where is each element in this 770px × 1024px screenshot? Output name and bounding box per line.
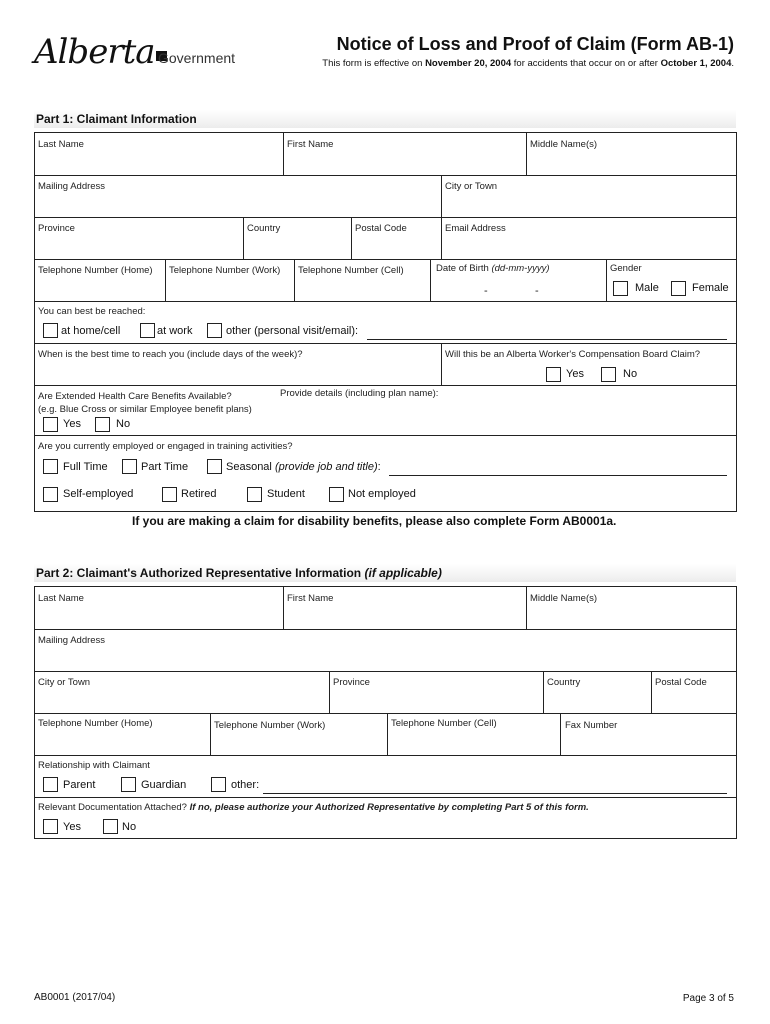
p1-postal-label: Postal Code <box>355 223 407 234</box>
not-employed-label: Not employed <box>348 488 416 500</box>
parent-label: Parent <box>63 779 96 791</box>
p1-email-label: Email Address <box>445 223 506 234</box>
other-contact-label: other (personal visit/email): <box>226 325 359 337</box>
part1-title: Part 1: Claimant Information <box>36 112 197 126</box>
at-home-cell-label: at home/cell <box>61 325 121 337</box>
p2-mailing-address-label: Mailing Address <box>38 635 106 646</box>
disability-note: If you are making a claim for disability benefits, please also complete Form AB0001a. <box>132 514 617 528</box>
self-employed-checkbox[interactable] <box>43 487 58 502</box>
p1-province-label: Province <box>38 223 75 234</box>
p2-tel-cell-label: Telephone Number (Cell) <box>391 718 497 729</box>
female-checkbox[interactable] <box>671 281 686 296</box>
ehcb-label: Are Extended Health Care Benefits Available? <box>38 391 232 402</box>
page-number: Page 3 of 5 <box>682 993 734 1004</box>
best-time-label: When is the best time to reach you (include days of the week)? <box>38 349 303 360</box>
wcb-no-checkbox[interactable] <box>601 367 616 382</box>
p1-dob-label: Date of Birth (dd-mm-yyyy) <box>436 263 550 274</box>
p2-tel-home-label: Telephone Number (Home) <box>38 718 153 729</box>
p1-tel-home-label: Telephone Number (Home) <box>38 265 153 276</box>
not-employed-checkbox[interactable] <box>329 487 344 502</box>
part-time-label: Part Time <box>141 461 189 473</box>
seasonal-checkbox[interactable] <box>207 459 222 474</box>
government-label: Government <box>158 50 236 66</box>
dob-separator: - <box>484 285 488 297</box>
other-relationship-checkbox[interactable] <box>211 777 226 792</box>
part2-title: Part 2: Claimant's Authorized Representative Information (if applicable) <box>36 566 442 580</box>
form-code: AB0001 (2017/04) <box>34 992 116 1003</box>
full-time-checkbox[interactable] <box>43 459 58 474</box>
wcb-claim-label: Will this be an Alberta Worker's Compensation Board Claim? <box>445 349 701 360</box>
ehcb-yes-label: Yes <box>63 418 81 430</box>
ehcb-no-checkbox[interactable] <box>95 417 110 432</box>
seasonal-label: Seasonal (provide job and title): <box>226 461 381 473</box>
provide-details-label: Provide details (including plan name): <box>280 388 439 399</box>
male-checkbox[interactable] <box>613 281 628 296</box>
p1-mailing-address-label: Mailing Address <box>38 181 106 192</box>
docs-yes-checkbox[interactable] <box>43 819 58 834</box>
other-relationship-label: other: <box>231 779 260 791</box>
p2-postal-label: Postal Code <box>655 677 707 688</box>
self-employed-label: Self-employed <box>63 488 134 500</box>
p2-first-name-label: First Name <box>287 593 334 604</box>
ehcb-yes-checkbox[interactable] <box>43 417 58 432</box>
p1-middle-names-label: Middle Name(s) <box>530 139 598 150</box>
p2-last-name-label: Last Name <box>38 593 84 604</box>
p1-tel-cell-label: Telephone Number (Cell) <box>298 265 404 276</box>
docs-no-label: No <box>122 821 137 833</box>
seasonal-job-field[interactable] <box>389 475 727 476</box>
docs-question: Relevant Documentation Attached? If no, please authorize your Authorized Representative by completing Part 5 of this form. <box>38 802 589 813</box>
p2-tel-work-label: Telephone Number (Work) <box>214 720 326 731</box>
docs-no-checkbox[interactable] <box>103 819 118 834</box>
student-label: Student <box>267 488 305 500</box>
retired-checkbox[interactable] <box>162 487 177 502</box>
p2-country-label: Country <box>547 677 581 688</box>
p1-last-name-label: Last Name <box>38 139 84 150</box>
part-time-checkbox[interactable] <box>122 459 137 474</box>
female-label: Female <box>692 282 729 294</box>
wcb-no-label: No <box>623 368 638 380</box>
parent-checkbox[interactable] <box>43 777 58 792</box>
form-title: Notice of Loss and Proof of Claim (Form AB-1) <box>336 34 734 54</box>
wcb-yes-checkbox[interactable] <box>546 367 561 382</box>
full-time-label: Full Time <box>63 461 108 473</box>
part2-form <box>34 586 737 839</box>
best-reached-label: You can best be reached: <box>38 306 146 317</box>
at-work-checkbox[interactable] <box>140 323 155 338</box>
p1-gender-label: Gender <box>610 263 642 274</box>
p2-city-label: City or Town <box>38 677 91 688</box>
retired-label: Retired <box>181 488 217 500</box>
alberta-logo: Alberta <box>34 32 167 72</box>
part1-form <box>34 132 737 512</box>
ehcb-example: (e.g. Blue Cross or similar Employee benefit plans) <box>38 404 252 415</box>
ehcb-no-label: No <box>116 418 131 430</box>
guardian-checkbox[interactable] <box>121 777 136 792</box>
at-home-cell-checkbox[interactable] <box>43 323 58 338</box>
other-relationship-field[interactable] <box>263 793 727 794</box>
other-contact-field[interactable] <box>367 339 727 340</box>
guardian-label: Guardian <box>141 779 187 791</box>
p2-fax-label: Fax Number <box>565 720 618 731</box>
employed-question: Are you currently employed or engaged in training activities? <box>38 441 293 452</box>
at-work-label: at work <box>157 325 193 337</box>
p1-city-label: City or Town <box>445 181 498 192</box>
student-checkbox[interactable] <box>247 487 262 502</box>
relationship-label: Relationship with Claimant <box>38 760 150 771</box>
effective-statement: This form is effective on November 20, 2004 for accidents that occur on or after October 1, 2004. <box>322 58 734 69</box>
dob-separator: - <box>535 285 539 297</box>
male-label: Male <box>635 282 659 294</box>
p2-province-label: Province <box>333 677 370 688</box>
wcb-yes-label: Yes <box>566 368 584 380</box>
p1-first-name-label: First Name <box>287 139 334 150</box>
p1-country-label: Country <box>247 223 281 234</box>
p2-middle-names-label: Middle Name(s) <box>530 593 598 604</box>
p1-tel-work-label: Telephone Number (Work) <box>169 265 281 276</box>
other-contact-checkbox[interactable] <box>207 323 222 338</box>
docs-yes-label: Yes <box>63 821 81 833</box>
